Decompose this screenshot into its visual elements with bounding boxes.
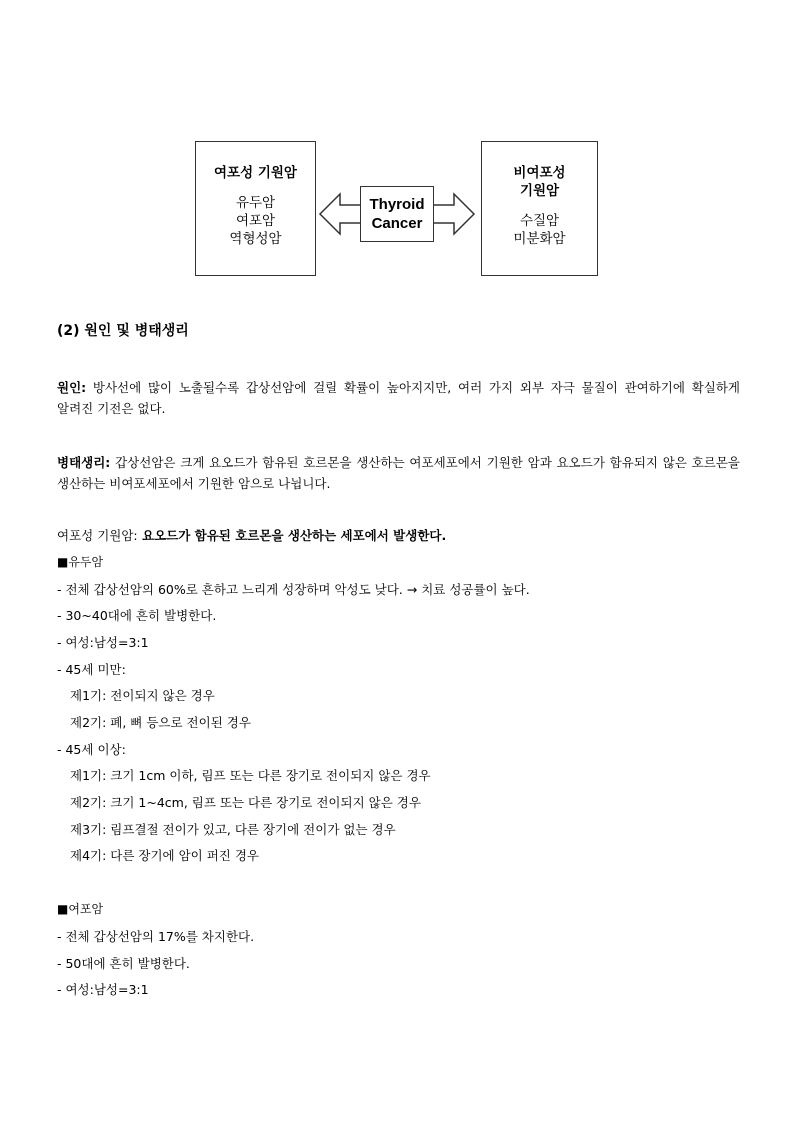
non-follicular-origin-items [482, 212, 597, 248]
follicular-carcinoma-heading: ■여포암 [57, 902, 104, 916]
center-label-line2: Cancer [371, 215, 423, 232]
list-item: 미분화암 [513, 231, 566, 247]
follicular-origin-items [196, 194, 315, 248]
cause-label: 원인: [57, 380, 87, 395]
cause-paragraph [57, 377, 740, 419]
list-item: - 30~40대에 흔히 발병한다. [57, 608, 217, 623]
cause-text: 방사선에 많이 노출될수록 갑상선암에 걸릴 확률이 높아지지만, 여러 가지 외부 자극 물질이 관여하기에 확실하게 알려진 기전은 없다. [57, 380, 740, 416]
follicular-origin-title: 여포성 기원암 [214, 165, 297, 181]
papillary-heading: ■유두암 [57, 555, 104, 569]
title-line: 비여포성 [513, 165, 566, 181]
list-item: 여포암 [235, 213, 276, 229]
list-item: - 45세 이상: [57, 742, 126, 757]
list-item: - 50대에 흔히 발병한다. [57, 956, 190, 971]
list-item: - 여성:남성=3:1 [57, 635, 149, 650]
list-item: 제1기: 크기 1cm 이하, 림프 또는 다른 장기로 전이되지 않은 경우 [70, 768, 431, 783]
list-item: - 전체 갑상선암의 60%로 흔하고 느리게 성장하며 악성도 낮다. → 치료 성공률이 높다. [57, 582, 530, 597]
section-title: (2) 원인 및 병태생리 [57, 323, 189, 339]
pathophysiology-text: 갑상선암은 크게 요오드가 함유된 호르몬을 생산하는 여포세포에서 기원한 암과 요오드가 함유되지 않은 호르몬을 생산하는 비여포세포에서 기원한 암으로 나뉩니다. [57, 455, 740, 491]
list-item: 제4기: 다른 장기에 암이 퍼진 경우 [70, 848, 260, 863]
center-label-line1: Thyroid [369, 196, 425, 213]
list-item: - 45세 미만: [57, 662, 126, 677]
list-item: 역형성암 [229, 231, 282, 247]
follicular-origin-paragraph [57, 526, 446, 545]
list-item: 제2기: 크기 1~4cm, 림프 또는 다른 장기로 전이되지 않은 경우 [70, 795, 421, 810]
list-item: - 전체 갑상선암의 17%를 차지한다. [57, 929, 255, 944]
list-item: 제2기: 폐, 뼈 등으로 전이된 경우 [70, 715, 251, 730]
list-item: 유두암 [235, 195, 276, 211]
non-follicular-origin-title [482, 164, 597, 200]
non-follicular-origin-box [481, 141, 598, 276]
title-line: 기원암 [519, 183, 560, 199]
thyroid-cancer-box [360, 186, 434, 242]
pathophysiology-paragraph [57, 452, 740, 494]
follicular-origin-label: 여포성 기원암: [57, 528, 138, 543]
list-item: 수질암 [519, 213, 560, 229]
list-item: - 여성:남성=3:1 [57, 982, 149, 997]
list-item: 제3기: 림프결절 전이가 있고, 다른 장기에 전이가 없는 경우 [70, 822, 396, 837]
pathophysiology-label: 병태생리: [57, 455, 111, 470]
follicular-origin-text: 요오드가 함유된 호르몬을 생산하는 세포에서 발생한다. [137, 528, 447, 543]
list-item: 제1기: 전이되지 않은 경우 [70, 688, 215, 703]
follicular-origin-box [195, 141, 316, 276]
